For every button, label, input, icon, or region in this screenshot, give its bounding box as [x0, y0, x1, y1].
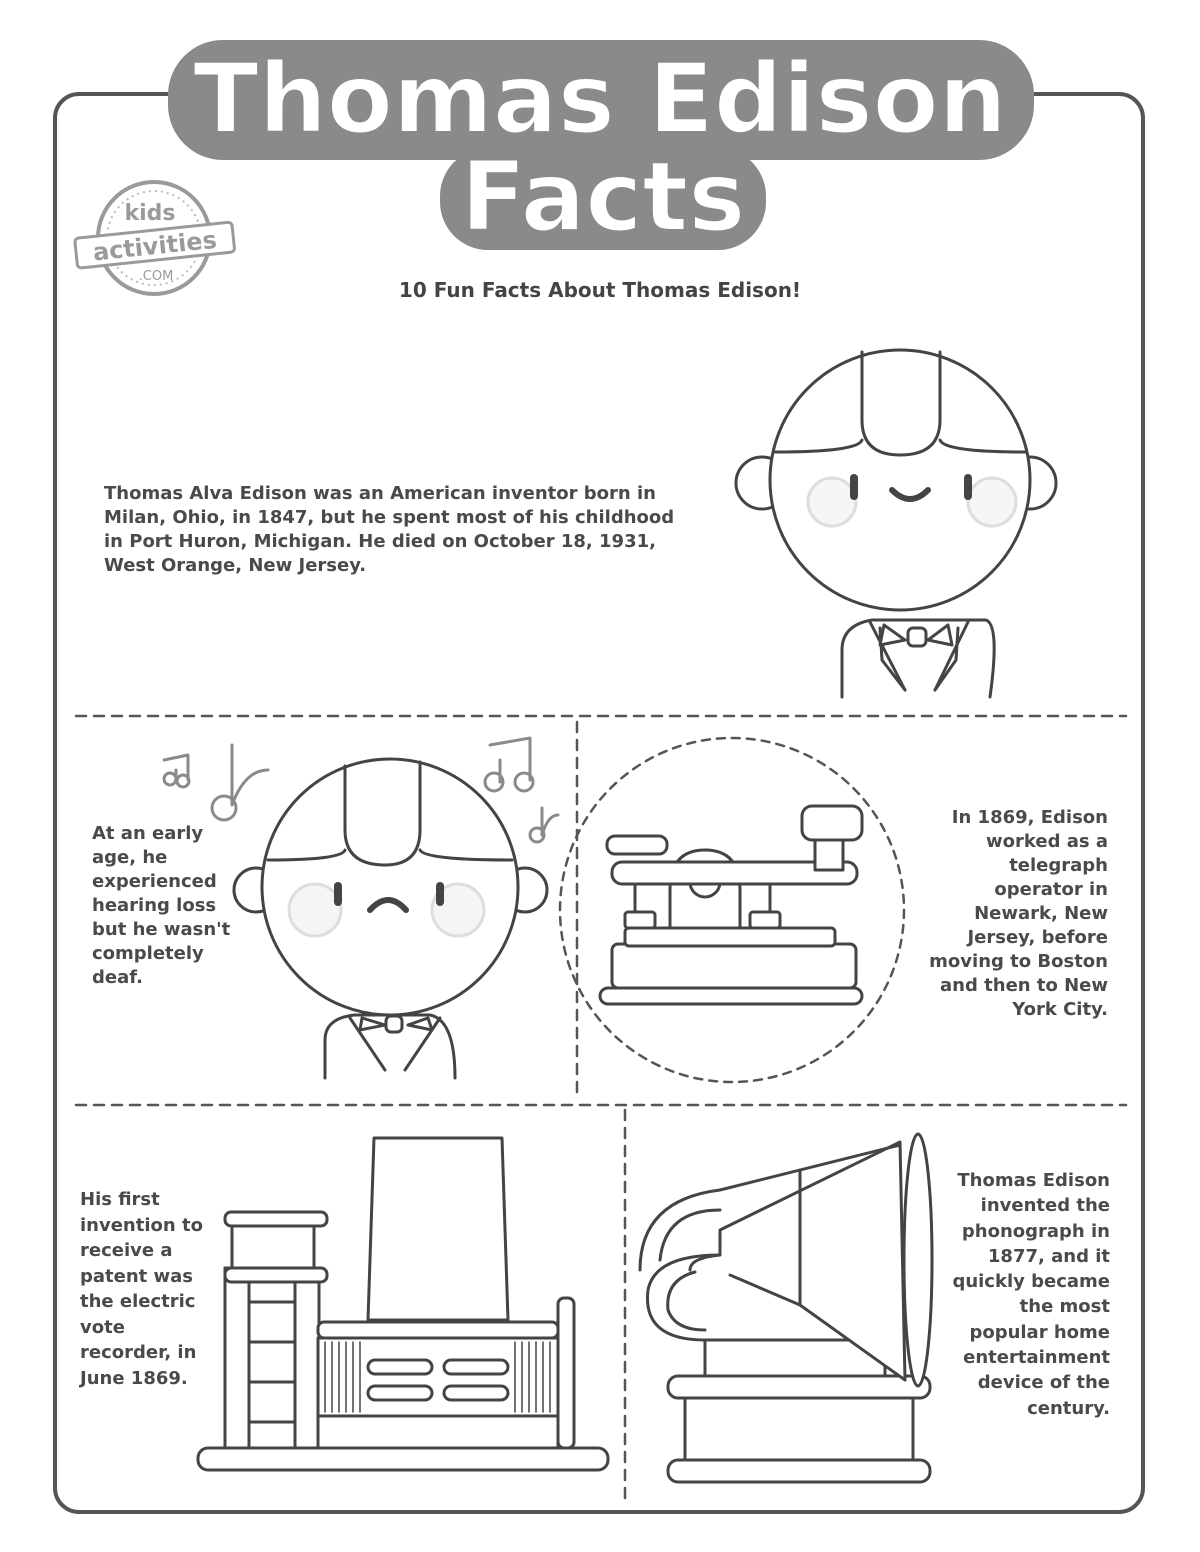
fact-4-text: His first invention to receive a patent was the electric vote recorder, in June 1869. [80, 1189, 203, 1389]
logo-activities-text: activities [91, 225, 219, 267]
fact-3-text: In 1869, Edison worked as a telegraph operator in Newark, New Jersey, before moving to Boston and then to New York City. [929, 807, 1108, 1020]
fact-5-text: Thomas Edison invented the phonograph in 1877, and it quickly became the most popular home entertainment device of the century. [952, 1170, 1110, 1419]
fact-2-text: At an early age, he experienced hearing loss but he wasn't completely deaf. [92, 823, 231, 988]
title-line-1: Thomas Edison [193, 43, 1007, 155]
fact-1-text: Thomas Alva Edison was an American inventor born in Milan, Ohio, in 1847, but he spent most of his childhood in Port Huron, Michigan. He died on October 18, 1931, West Orange, New Jersey. [104, 483, 675, 576]
subtitle: 10 Fun Facts About Thomas Edison! [398, 278, 802, 302]
logo-kids-text: kids [124, 201, 176, 226]
title-line-2: Facts [460, 141, 746, 253]
logo-com-text: .COM [138, 269, 174, 284]
